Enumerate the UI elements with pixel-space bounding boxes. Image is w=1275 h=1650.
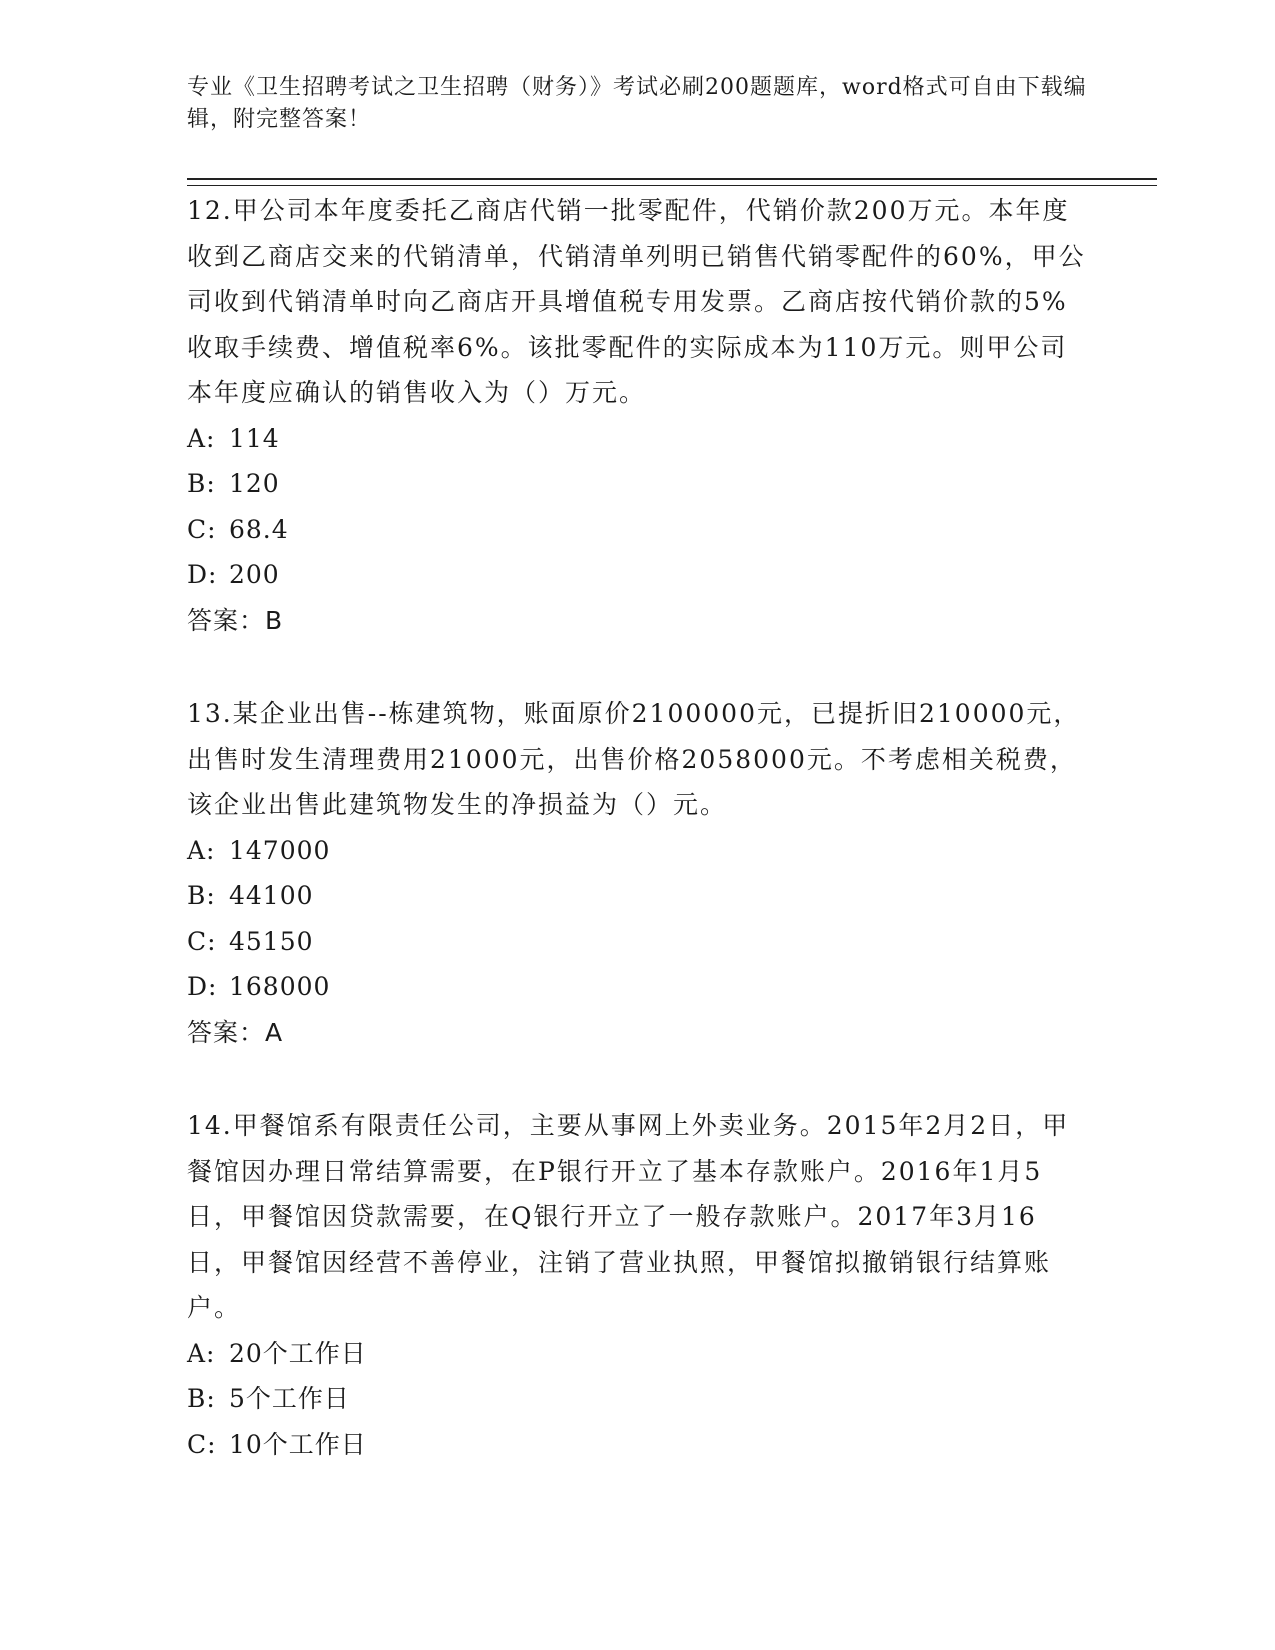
- option-a: [187, 828, 1087, 874]
- option-c: [187, 507, 1087, 553]
- option-a: [187, 416, 1087, 462]
- header-divider: [187, 178, 1157, 186]
- question-14: [187, 1103, 1087, 1467]
- question-12: [187, 188, 1087, 643]
- option-key: C:: [187, 514, 217, 544]
- option-d: [187, 552, 1087, 598]
- option-text: 45150: [229, 926, 314, 956]
- option-text: 68.4: [229, 514, 289, 544]
- option-text: 168000: [229, 972, 331, 1001]
- option-key: B:: [187, 881, 216, 910]
- option-text: 200: [229, 560, 280, 589]
- option-c: [187, 919, 1087, 965]
- option-key: D:: [187, 972, 218, 1001]
- option-key: A:: [187, 1338, 216, 1368]
- option-key: C:: [187, 926, 217, 956]
- option-text: 120: [229, 469, 280, 498]
- question-stem: 13.某企业出售--栋建筑物，账面原价2100000元，已提折旧210000元，出售时发生清理费用21000元，出售价格2058000元。不考虑相关税费，该企业出售此建筑物发生的净损益为（）元。: [187, 699, 1081, 819]
- document-title: 专业《卫生招聘考试之卫生招聘（财务）》考试必刷200题题库，word格式可自由下载编辑，附完整答案！: [187, 75, 1087, 132]
- option-key: A:: [187, 423, 216, 453]
- option-c: [187, 1422, 1087, 1468]
- question-stem: 14.甲餐馆系有限责任公司，主要从事网上外卖业务。2015年2月2日，甲餐馆因办理日常结算需要，在P银行开立了基本存款账户。2016年1月5日，甲餐馆因贷款需要，在Q银行开立了一般存款账户。2017年3月16日，甲餐馆因经营不善停业，注销了营业执照，甲餐馆拟撤销银行结算账户。: [187, 1111, 1070, 1322]
- option-key: D:: [187, 560, 218, 589]
- option-key: A:: [187, 835, 216, 865]
- question-stem: 12.甲公司本年度委托乙商店代销一批零配件，代销价款200万元。本年度收到乙商店交来的代销清单，代销清单列明已销售代销零配件的60%，甲公司收到代销清单时向乙商店开具增值税专用发票。乙商店按代销价款的5%收取手续费、增值税率6%。该批零配件的实际成本为110万元。则甲公司本年度应确认的销售收入为（）万元。: [187, 196, 1086, 407]
- option-b: [187, 873, 1087, 919]
- question-list: [187, 188, 1087, 1515]
- option-text: 114: [229, 423, 280, 453]
- option-b: [187, 461, 1087, 507]
- option-b: [187, 1376, 1087, 1422]
- option-key: C:: [187, 1429, 217, 1459]
- option-text: 5个工作日: [229, 1384, 350, 1413]
- option-key: B:: [187, 469, 216, 498]
- option-text: 44100: [229, 881, 314, 910]
- question-13: [187, 691, 1087, 1055]
- answer-line: 答案：B: [187, 605, 284, 635]
- option-a: [187, 1331, 1087, 1377]
- option-d: [187, 964, 1087, 1010]
- option-text: 10个工作日: [229, 1429, 367, 1459]
- page-header: [187, 72, 1087, 136]
- option-text: 147000: [229, 835, 331, 865]
- option-text: 20个工作日: [229, 1338, 367, 1368]
- option-key: B:: [187, 1384, 216, 1413]
- answer-line: 答案：A: [187, 1017, 284, 1047]
